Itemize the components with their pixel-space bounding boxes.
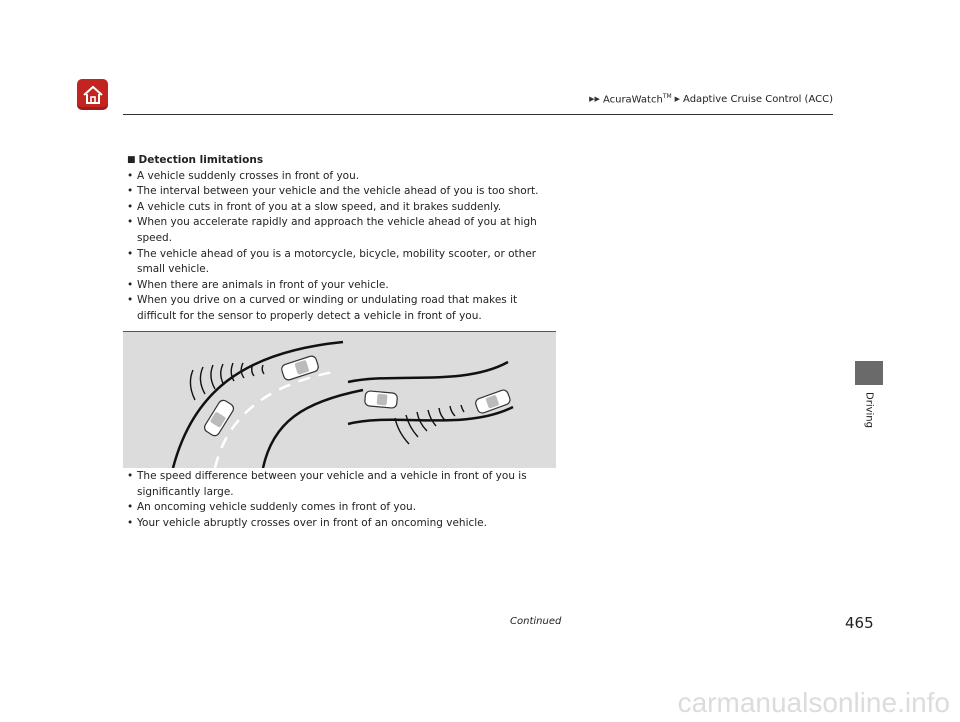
page-number: 465 <box>845 614 874 632</box>
header-divider <box>123 114 833 115</box>
bullet-list <box>127 469 557 531</box>
list-item: • The speed difference between your vehicle and a vehicle in front of you is significantly large. <box>127 469 557 500</box>
list-item: • A vehicle cuts in front of you at a slow speed, and it brakes suddenly. <box>127 200 557 216</box>
breadcrumb-arrow-icon: ▶▶ <box>589 95 600 104</box>
home-button[interactable] <box>77 79 108 110</box>
list-item: • When there are animals in front of your vehicle. <box>127 278 557 294</box>
list-item: • When you accelerate rapidly and approach the vehicle ahead of you at high speed. <box>127 215 557 246</box>
bullet-list <box>127 169 557 325</box>
list-item: • An oncoming vehicle suddenly comes in front of you. <box>127 500 557 516</box>
list-item: • The vehicle ahead of you is a motorcycle, bicycle, mobility scooter, or other small vehicle. <box>127 247 557 278</box>
breadcrumb-arrow-icon: ▶ <box>674 95 681 104</box>
list-item: • When you drive on a curved or winding or undulating road that makes it difficult for the sensor to properly detect a vehicle in front of you. <box>127 293 557 324</box>
list-item: • Your vehicle abruptly crosses over in front of an oncoming vehicle. <box>127 516 557 532</box>
list-item: • A vehicle suddenly crosses in front of you. <box>127 169 557 185</box>
chapter-tab-label: Driving <box>863 392 875 428</box>
breadcrumb-link-acurawatch[interactable]: AcuraWatch™ <box>602 93 672 106</box>
section-title: ■ Detection limitations <box>127 153 557 169</box>
square-bullet-icon: ■ <box>127 155 136 165</box>
main-content <box>127 153 557 325</box>
continued-label: Continued <box>510 616 562 627</box>
main-content-continued <box>127 469 557 531</box>
list-item: • The interval between your vehicle and the vehicle ahead of you is too short. <box>127 184 557 200</box>
watermark: carmanualsonline.info <box>677 687 950 718</box>
home-icon <box>82 85 104 105</box>
chapter-tab[interactable] <box>855 361 883 385</box>
breadcrumb <box>589 93 833 105</box>
breadcrumb-link-acc[interactable]: Adaptive Cruise Control (ACC) <box>683 93 833 105</box>
curved-road-illustration <box>123 331 556 468</box>
